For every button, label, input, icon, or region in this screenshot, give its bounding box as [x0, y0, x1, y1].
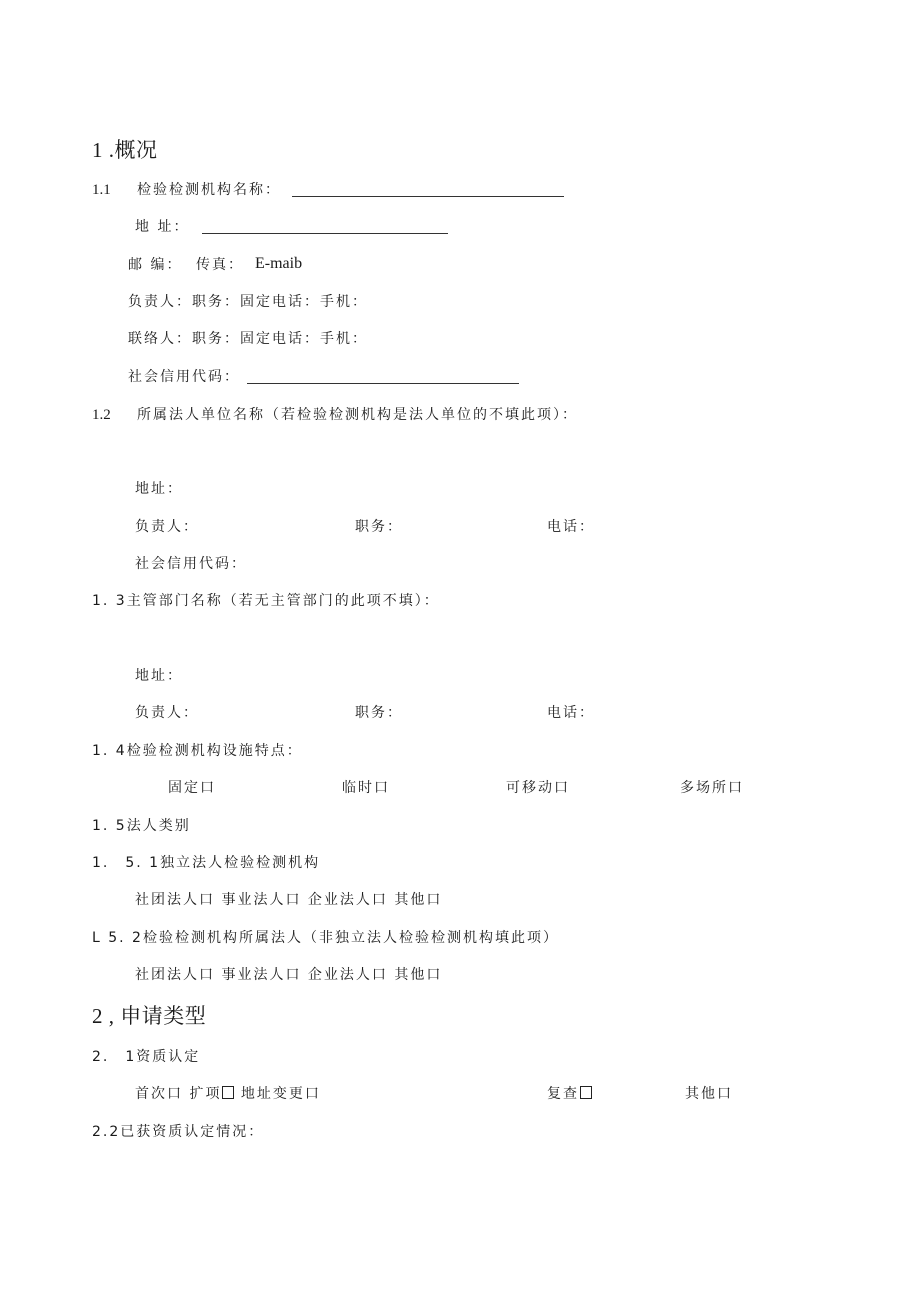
facility-option-fixed[interactable]: 固定口: [168, 780, 216, 796]
address-field[interactable]: [202, 233, 448, 234]
section-1-heading: 1 .概况: [92, 138, 158, 162]
authority-leader-label: 负责人：: [135, 705, 199, 721]
facility-option-multisite[interactable]: 多场所口: [680, 780, 744, 796]
org-name-label: 检验检测机构名称：: [137, 182, 281, 198]
org-name-field[interactable]: [292, 196, 564, 197]
other-option[interactable]: 其他口: [685, 1086, 733, 1102]
facility-option-temporary[interactable]: 临时口: [342, 780, 390, 796]
affiliated-legal-title: L 5. 2检验检测机构所属法人（非独立法人检验检测机构填此项）: [92, 930, 559, 946]
address-change-option[interactable]: 地址变更口: [240, 1086, 321, 1102]
first-and-expansion-option[interactable]: 首次口 扩项: [135, 1086, 222, 1102]
item-1-1-number: 1.1: [92, 182, 111, 198]
independent-legal-title: 1. 5. 1独立法人检验检测机构: [92, 855, 321, 871]
credit-code-field[interactable]: [247, 383, 519, 384]
review-option[interactable]: [547, 1084, 592, 1104]
application-type-options[interactable]: [135, 1084, 321, 1104]
parent-leader-label: 负责人：: [135, 519, 199, 535]
authority-phone-label: 电话：: [547, 705, 595, 721]
fax-label: 传真：: [196, 257, 244, 273]
existing-qualification-title: 2.2已获资质认定情况：: [92, 1124, 265, 1140]
facility-option-mobile[interactable]: 可移动口: [506, 780, 570, 796]
parent-credit-code-label: 社会信用代码：: [135, 556, 247, 572]
qualification-title: 2. 1资质认定: [92, 1049, 201, 1065]
item-1-2-number: 1.2: [92, 407, 111, 423]
contact-info-line: 联络人：职务：固定电话：手机：: [128, 331, 368, 347]
leader-info-line: 负责人：职务：固定电话：手机：: [128, 294, 368, 310]
independent-legal-options[interactable]: 社团法人口 事业法人口 企业法人口 其他口: [135, 892, 443, 908]
affiliated-legal-options[interactable]: 社团法人口 事业法人口 企业法人口 其他口: [135, 967, 443, 983]
legal-category-title: 1. 5法人类别: [92, 818, 191, 834]
facility-title: 1. 4检验检测机构设施特点：: [92, 743, 303, 759]
address-label: 地 址：: [135, 219, 190, 235]
review-option-label: 复查: [547, 1086, 579, 1102]
section-2-heading: 2 , 申请类型: [92, 1004, 207, 1028]
parent-phone-label: 电话：: [547, 519, 595, 535]
authority-address-label: 地址：: [135, 668, 183, 684]
email-label: E-maib: [255, 255, 303, 272]
credit-code-label: 社会信用代码：: [128, 369, 240, 385]
postcode-label: 邮 编：: [128, 257, 183, 273]
review-checkbox[interactable]: [580, 1086, 592, 1099]
authority-position-label: 职务：: [355, 705, 403, 721]
parent-position-label: 职务：: [355, 519, 403, 535]
expansion-checkbox[interactable]: [222, 1086, 234, 1099]
parent-address-label: 地址：: [135, 481, 183, 497]
authority-title: 1. 3主管部门名称（若无主管部门的此项不填）：: [92, 593, 440, 609]
parent-org-title: 所属法人单位名称（若检验检测机构是法人单位的不填此项）：: [137, 407, 578, 423]
